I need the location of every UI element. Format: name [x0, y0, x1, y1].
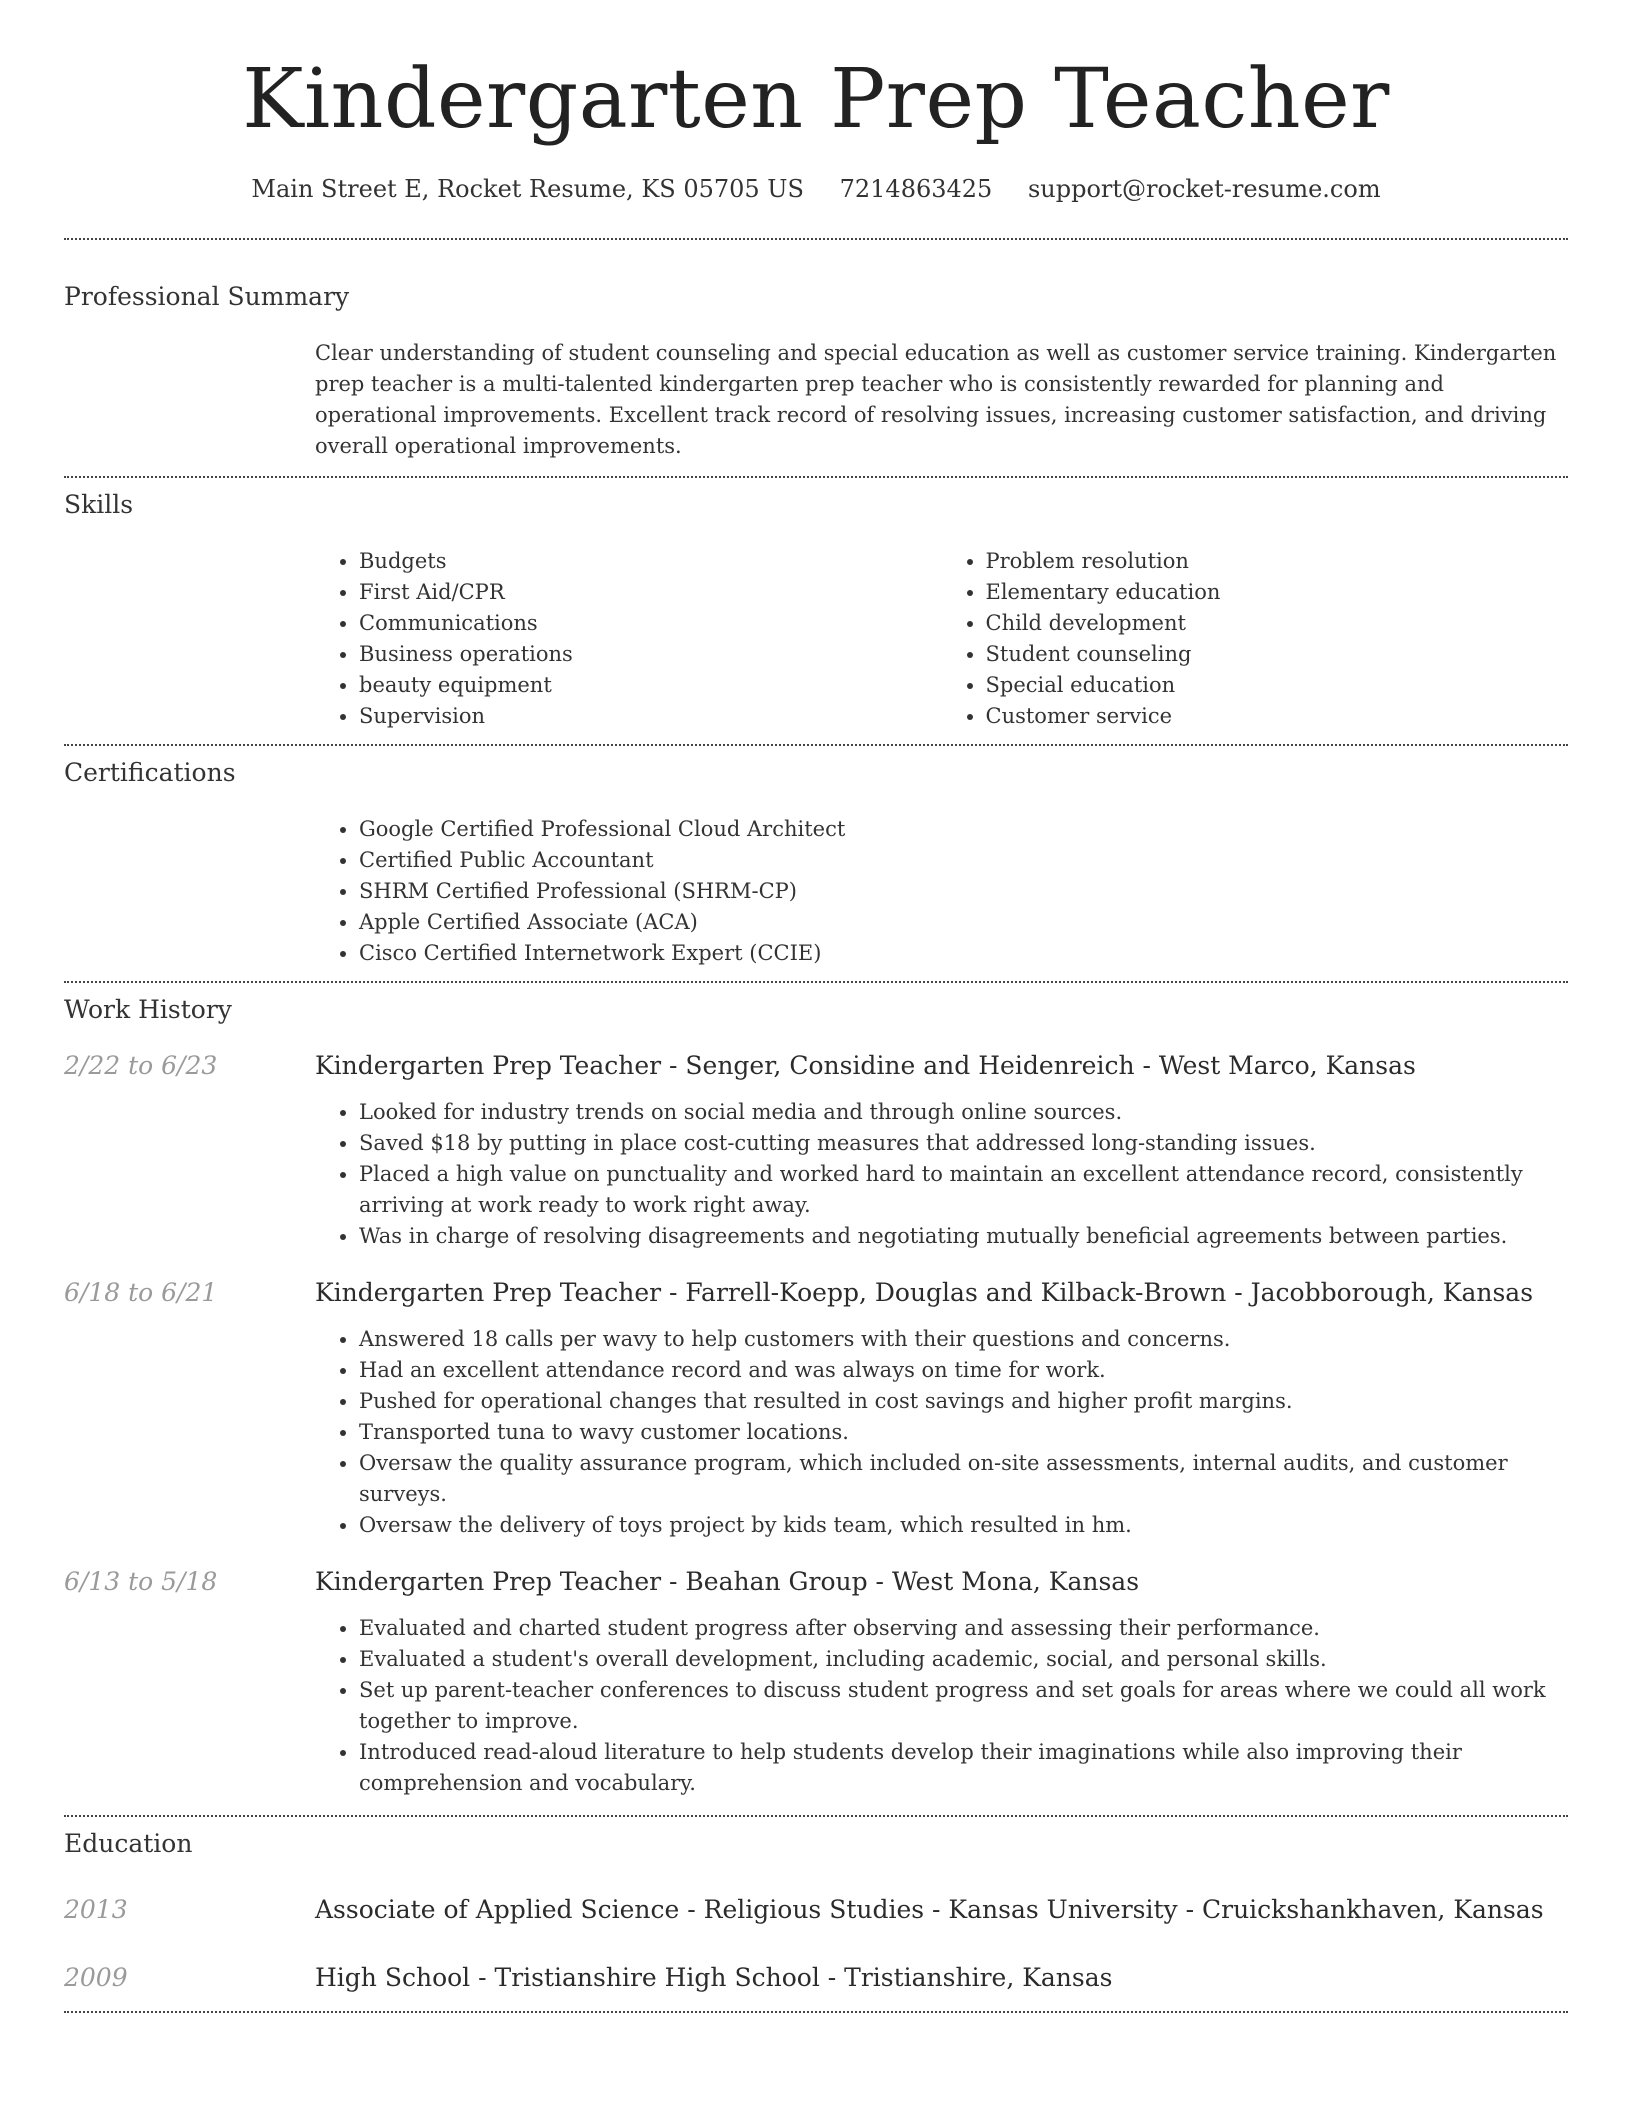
- work-history-section: [64, 995, 1568, 1799]
- section-title: Work History: [64, 995, 232, 1024]
- skills-section: [64, 490, 1568, 732]
- job-bullet: • Transported tuna to wavy customer locations.: [359, 1417, 1568, 1448]
- job-title: Kindergarten Prep Teacher - Senger, Considine and Heidenreich - West Marco, Kansas: [315, 1051, 1416, 1080]
- job-bullet: • Set up parent-teacher conferences to discuss student progress and set goals for areas where we could all work together to improve.: [359, 1675, 1568, 1737]
- skill-item: • First Aid/CPR: [359, 577, 942, 608]
- job-title: Kindergarten Prep Teacher - Beahan Group - West Mona, Kansas: [315, 1567, 1140, 1596]
- job-bullet: • Introduced read-aloud literature to help students develop their imaginations while also improving their comprehension and vocabulary.: [359, 1737, 1568, 1799]
- skills-grid: [315, 546, 1568, 732]
- job-bullet: • Was in charge of resolving disagreements and negotiating mutually beneficial agreements between parties.: [359, 1221, 1568, 1252]
- certification-item: • Apple Certified Associate (ACA): [359, 907, 1568, 938]
- job-entry: [64, 1567, 1568, 1799]
- section-title: Professional Summary: [64, 282, 350, 311]
- job-bullet: • Evaluated and charted student progress after observing and assessing their performance.: [359, 1613, 1568, 1644]
- certification-item: • Cisco Certified Internetwork Expert (CCIE): [359, 938, 1568, 969]
- skills-column-left: [315, 546, 942, 732]
- education-section: [64, 1829, 1568, 1993]
- job-bullets: [315, 1097, 1568, 1252]
- contact-address: Main Street E, Rocket Resume, KS 05705 US: [251, 175, 804, 203]
- job-bullet: • Had an excellent attendance record and was always on time for work.: [359, 1355, 1568, 1386]
- skill-item: • Elementary education: [986, 577, 1569, 608]
- job-bullet: • Oversaw the delivery of toys project by kids team, which resulted in hm.: [359, 1510, 1568, 1541]
- job-dates: 6/13 to 5/18: [64, 1567, 218, 1596]
- education-entry: [64, 1963, 1568, 1993]
- job-entry: [64, 1051, 1568, 1252]
- certification-item: • Certified Public Accountant: [359, 845, 1568, 876]
- education-entry: [64, 1895, 1568, 1925]
- divider: [64, 981, 1568, 983]
- skill-item: • Special education: [986, 670, 1569, 701]
- job-bullets: [315, 1324, 1568, 1541]
- certification-item: • Google Certified Professional Cloud Architect: [359, 814, 1568, 845]
- skill-item: • Student counseling: [986, 639, 1569, 670]
- section-title: Certifications: [64, 758, 236, 787]
- job-bullet: • Answered 18 calls per wavy to help customers with their questions and concerns.: [359, 1324, 1568, 1355]
- skill-item: • Communications: [359, 608, 942, 639]
- certification-item: • SHRM Certified Professional (SHRM-CP): [359, 876, 1568, 907]
- divider: [64, 744, 1568, 746]
- divider: [64, 1815, 1568, 1817]
- divider: [64, 238, 1568, 240]
- skill-item: • Budgets: [359, 546, 942, 577]
- divider: [64, 476, 1568, 478]
- resume-page: [64, 0, 1568, 2013]
- job-title: Kindergarten Prep Teacher - Farrell-Koepp, Douglas and Kilback-Brown - Jacobborough, Kansas: [315, 1278, 1534, 1307]
- certifications-section: [64, 758, 1568, 969]
- job-bullet: • Placed a high value on punctuality and worked hard to maintain an excellent attendance record, consistently arriving at work ready to work right away.: [359, 1159, 1568, 1221]
- summary-text: Clear understanding of student counseling and special education as well as customer service training. Kindergarten prep teacher is a multi-talented kindergarten prep teacher who is consistently rewarded for planning and operational improvements. Excellent track record of resolving issues, increasing customer satisfaction, and driving overall operational improvements.: [315, 341, 1557, 458]
- summary-section: [64, 282, 1568, 462]
- skill-item: • Supervision: [359, 701, 942, 732]
- job-bullet: • Pushed for operational changes that resulted in cost savings and higher profit margins.: [359, 1386, 1568, 1417]
- skill-item: • Problem resolution: [986, 546, 1569, 577]
- candidate-name: Kindergarten Prep Teacher: [242, 52, 1390, 147]
- skill-item: • Business operations: [359, 639, 942, 670]
- job-bullet: • Saved $18 by putting in place cost-cutting measures that addressed long-standing issues.: [359, 1128, 1568, 1159]
- skills-column-right: [942, 546, 1569, 732]
- education-title: High School - Tristianshire High School - Tristianshire, Kansas: [315, 1963, 1113, 1992]
- contact-phone: 7214863425: [839, 175, 993, 203]
- contact-line: [64, 174, 1568, 204]
- education-date: 2013: [64, 1895, 128, 1924]
- job-dates: 2/22 to 6/23: [64, 1051, 218, 1080]
- skill-item: • Child development: [986, 608, 1569, 639]
- section-title: Education: [64, 1829, 193, 1858]
- section-title: Skills: [64, 490, 134, 519]
- job-bullet: • Evaluated a student's overall development, including academic, social, and personal skills.: [359, 1644, 1568, 1675]
- skill-item: • beauty equipment: [359, 670, 942, 701]
- job-dates: 6/18 to 6/21: [64, 1278, 218, 1307]
- contact-email: support@rocket-resume.com: [1027, 175, 1381, 203]
- education-date: 2009: [64, 1963, 128, 1992]
- skill-item: • Customer service: [986, 701, 1569, 732]
- certifications-list: [315, 814, 1568, 969]
- job-bullets: [315, 1613, 1568, 1799]
- job-entry: [64, 1278, 1568, 1541]
- education-title: Associate of Applied Science - Religious Studies - Kansas University - Cruickshankhaven, Kansas: [315, 1895, 1544, 1924]
- job-bullet: • Looked for industry trends on social media and through online sources.: [359, 1097, 1568, 1128]
- job-bullet: • Oversaw the quality assurance program, which included on-site assessments, internal audits, and customer surveys.: [359, 1448, 1568, 1510]
- divider: [64, 2011, 1568, 2013]
